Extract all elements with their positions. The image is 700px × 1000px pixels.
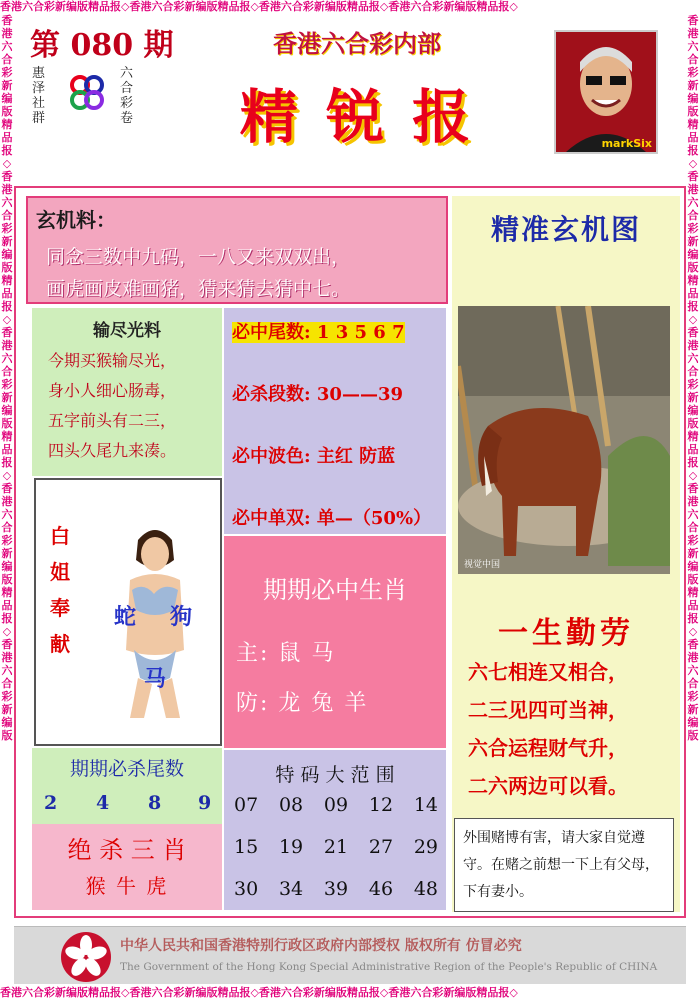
dedication-zodiac-1: 蛇	[114, 604, 137, 630]
kill-three-box	[32, 824, 222, 910]
portrait-photo	[554, 30, 658, 154]
dedication-zodiac-3: 马	[144, 666, 167, 692]
cow-photo-icon	[458, 306, 670, 574]
special-cell: 09	[323, 794, 349, 816]
kill-three-animals: 猴 牛 虎	[85, 874, 169, 898]
mystery-label: 玄机料：	[36, 208, 116, 232]
special-cell: 14	[413, 794, 438, 816]
pick-tail-text: 必中尾数: 1 3 5 6 7	[232, 322, 405, 343]
picks-box	[224, 308, 446, 534]
bottom-marquee: 香港六合彩新编版精品报◇香港六合彩新编版精品报◇香港六合彩新编版精品报◇香港六合彩新编版精品报◇	[0, 986, 518, 999]
lottery-logo-icon	[66, 72, 108, 114]
right-panel	[452, 196, 680, 912]
poem-line-3: 六合运程财气升，	[468, 736, 628, 760]
special-cell: 12	[368, 794, 394, 816]
special-row	[234, 836, 438, 878]
lose-all-line-1: 今期买猴输尽光，	[48, 351, 177, 370]
poem-line-2: 二三见四可当神，	[468, 698, 628, 722]
masthead-title: 精 锐 报	[239, 83, 475, 151]
right-marquee: 香港六合彩新编版精品报◇香港六合彩新编版精品报◇香港六合彩新编版精品报◇香港六合彩新编版精品报◇香港六合彩新编版	[687, 14, 699, 742]
special-cell: 07	[234, 794, 259, 816]
dedication-box	[34, 478, 222, 746]
special-cell: 29	[413, 836, 438, 858]
photo-tag: markSix	[601, 137, 652, 150]
special-cell: 30	[234, 878, 259, 900]
special-row	[234, 878, 438, 920]
mystery-line-1: 同念三数中九码，一八又来双双出，	[46, 246, 351, 268]
poem-title: 一生勤劳	[498, 616, 634, 651]
special-range-box	[224, 750, 446, 910]
poem-line-1: 六七相连又相合，	[468, 660, 628, 684]
pick-tail	[232, 318, 405, 344]
dedication-char-1: 白	[50, 524, 70, 548]
photo-credit: 视觉中国	[464, 560, 501, 570]
lose-all-line-3: 五字前头有二三，	[48, 411, 177, 430]
special-cell: 08	[278, 794, 304, 816]
special-cell: 19	[278, 836, 304, 858]
dedication-char-4: 献	[50, 632, 70, 656]
logo-right-text: 六合彩卷	[120, 66, 134, 126]
pick-wave-color: 必中波色: 主红 防蓝	[232, 446, 396, 467]
special-range-title: 特 码 大 范 围	[275, 764, 395, 786]
zodiac-title: 期期必中生肖	[263, 576, 407, 604]
special-cell: 46	[368, 878, 394, 900]
special-row	[234, 794, 438, 836]
zodiac-guard: 防: 龙 兔 羊	[236, 691, 369, 716]
gambling-notice: 外围赌博有害，请大家自觉遵守。在赌之前想一下上有父母，下有妻小。	[454, 818, 674, 912]
cow-photo	[458, 306, 670, 574]
kill-three-title: 绝 杀 三 肖	[67, 836, 187, 864]
mystery-line-2: 画虎画皮难画猪，猜来猜去猜中七。	[46, 278, 351, 300]
kill-tail-title: 期期必杀尾数	[69, 758, 184, 780]
pick-kill-range: 必杀段数: 30——39	[232, 384, 404, 405]
issue-number: 第 080 期	[30, 28, 174, 63]
poem-line-4: 二六两边可以看。	[468, 774, 628, 798]
kill-tail-num-4: 9	[198, 792, 212, 814]
footer-english: The Government of the Hong Kong Special Administrative Region of the People's Republic of CHINA	[120, 961, 658, 973]
left-marquee: 香港六合彩新编版精品报◇香港六合彩新编版精品报◇香港六合彩新编版精品报◇香港六合彩新编版精品报◇香港六合彩新编版	[1, 14, 13, 742]
lose-all-box	[32, 308, 222, 476]
lose-all-line-4: 四头久尾九来凑。	[48, 441, 177, 460]
kill-tail-num-2: 4	[96, 792, 110, 814]
kill-tail-num-1: 2	[44, 792, 58, 814]
special-cell: 15	[234, 836, 259, 858]
special-cell: 34	[278, 878, 304, 900]
kill-tail-box	[32, 748, 222, 824]
lose-all-line-2: 身小人细心肠毒，	[48, 381, 177, 400]
kill-tail-num-3: 8	[148, 792, 162, 814]
header	[14, 14, 686, 186]
dedication-vertical-text	[50, 518, 74, 662]
portrait-icon	[556, 32, 656, 152]
footer-chinese: 中华人民共和国香港特别行政区政府内部授权 版权所有 仿冒必究	[120, 938, 522, 954]
dedication-char-3: 奉	[50, 596, 70, 620]
special-cell: 48	[413, 878, 438, 900]
logo-block	[32, 62, 142, 132]
zodiac-box	[224, 536, 446, 748]
special-cell: 27	[368, 836, 394, 858]
pick-odd-even: 必中单双: 单—（50%）	[232, 508, 432, 529]
dedication-zodiac-2: 狗	[170, 604, 193, 630]
top-marquee: 香港六合彩新编版精品报◇香港六合彩新编版精品报◇香港六合彩新编版精品报◇香港六合彩新编版精品报◇	[0, 0, 518, 13]
right-panel-title: 精准玄机图	[490, 213, 641, 246]
subtitle: 香港六合彩内部	[273, 29, 441, 58]
lose-all-title: 输尽光料	[93, 321, 161, 341]
dedication-char-2: 姐	[50, 560, 70, 584]
special-cell: 21	[323, 836, 349, 858]
zodiac-main: 主: 鼠 马	[236, 641, 336, 666]
logo-left-text: 惠泽社群	[32, 66, 46, 126]
special-cell: 39	[323, 878, 349, 900]
bauhinia-emblem-icon	[60, 931, 112, 983]
special-range-grid	[234, 794, 438, 920]
mystery-box	[26, 196, 448, 304]
footer	[14, 926, 686, 984]
